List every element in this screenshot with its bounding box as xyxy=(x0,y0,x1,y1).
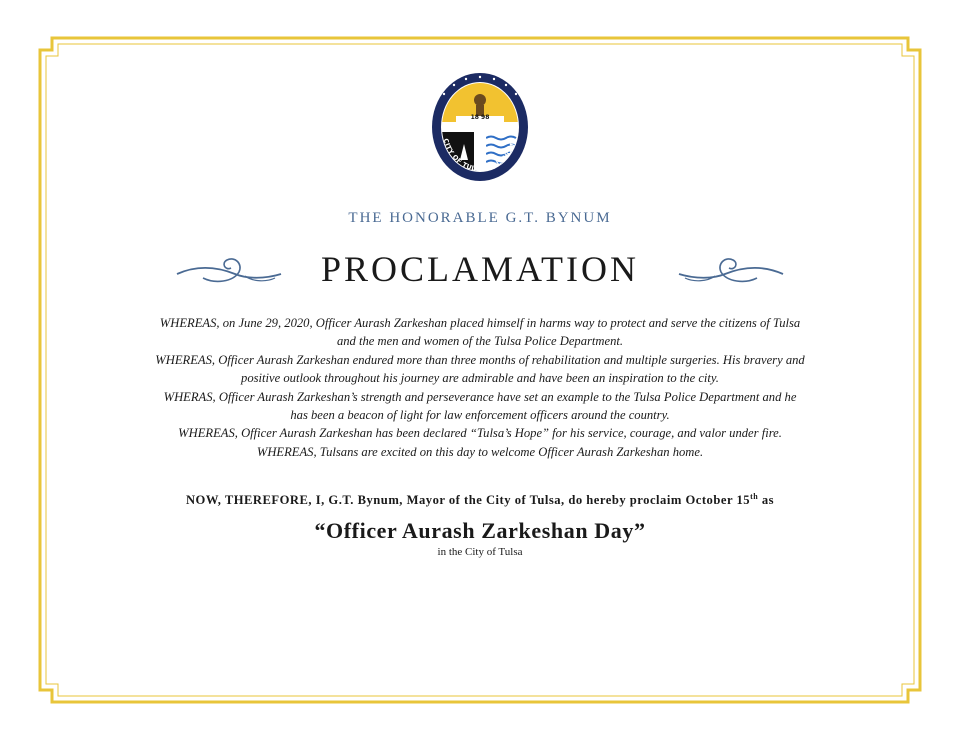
proclamation-title-row xyxy=(0,248,960,296)
whereas-line: WHEREAS, Officer Aurash Zarkeshan endured more than three months of rehabilitation and multiple surgeries. His bravery and xyxy=(155,352,805,367)
honorable-heading: THE HONORABLE G.T. BYNUM xyxy=(348,210,612,226)
day-name: “Officer Aurash Zarkeshan Day” xyxy=(314,518,646,543)
city-line: in the City of Tulsa xyxy=(437,546,523,558)
whereas-line: WHEREAS, Officer Aurash Zarkeshan has been declared “Tulsa’s Hope” for his service, courage, and valor under fire. xyxy=(178,426,782,441)
whereas-line: has been a beacon of light for law enforcement officers around the country. xyxy=(290,408,670,423)
city-seal-icon xyxy=(430,72,530,182)
proclaim-text: NOW, THEREFORE, I, G.T. Bynum, Mayor of the City of Tulsa, do hereby proclaim October 15 xyxy=(185,493,751,508)
whereas-line: WHEREAS, Tulsans are excited on this day to welcome Officer Aurash Zarkeshan home. xyxy=(256,444,704,459)
whereas-clauses xyxy=(80,314,880,461)
proclaim-statement xyxy=(0,492,960,508)
right-flourish-icon xyxy=(675,252,785,288)
whereas-line: WHEREAS, on June 29, 2020, Officer Aurash Zarkeshan placed himself in harms way to protect and serve the citizens of Tulsa xyxy=(159,316,801,330)
seal-ring-text: CITY OF TULSA OKLAHOMA xyxy=(441,137,519,174)
whereas-line: WHERAS, Officer Aurash Zarkeshan’s strength and perseverance have set an example to the Tulsa Police Department and he xyxy=(163,389,797,404)
whereas-line: and the men and women of the Tulsa Police Department. xyxy=(336,334,624,349)
seal-year: 18 98 xyxy=(470,114,490,121)
page-title: PROCLAMATION xyxy=(320,249,640,289)
proclaim-suffix: as xyxy=(758,493,775,508)
whereas-line: positive outlook throughout his journey are admirable and have been an inspiration to the city. xyxy=(241,371,719,386)
proclaim-ordinal: th xyxy=(750,492,759,501)
